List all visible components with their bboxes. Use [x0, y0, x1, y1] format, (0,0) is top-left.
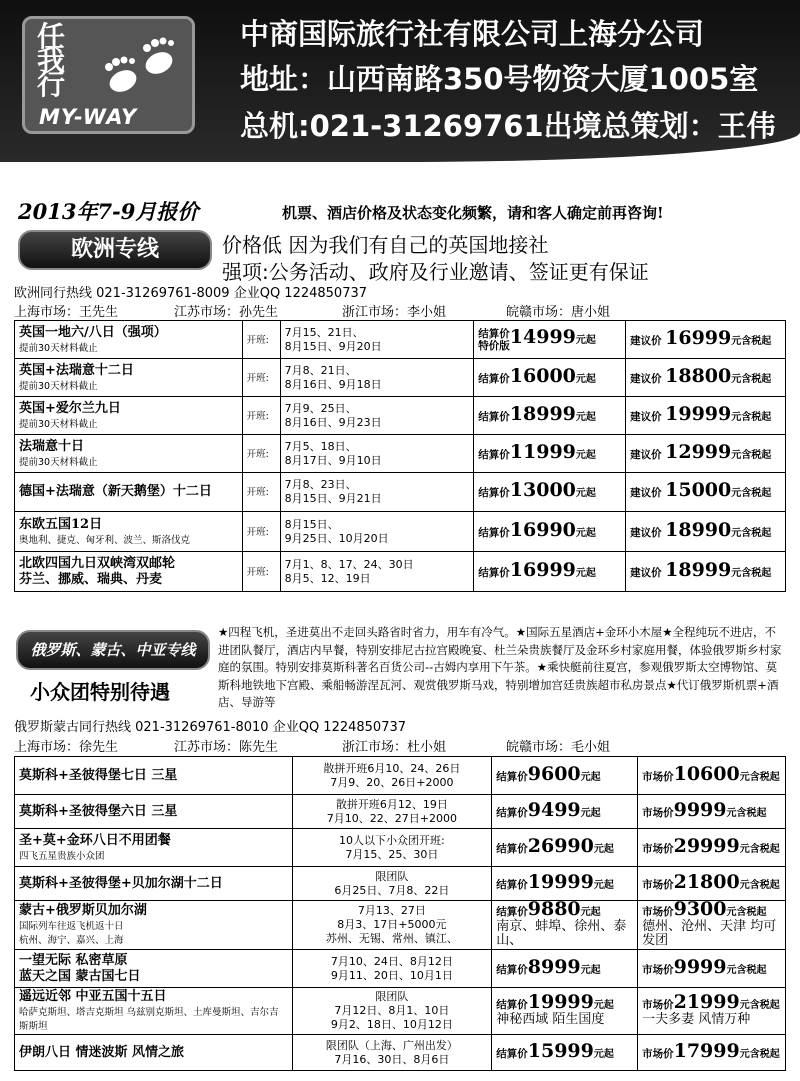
settle-label: 结算价: [496, 963, 528, 976]
europe-hotline: 欧洲同行热线 021-31269761-8009 企业QQ 1224850737: [14, 286, 368, 301]
suggest-label: 建议价: [630, 487, 662, 499]
market-unit: 元含税起: [726, 807, 767, 819]
russia-title: 小众团特别待遇: [30, 680, 170, 704]
settle-price: 19999: [527, 991, 594, 1013]
table-row: [15, 757, 786, 795]
settle-label: 结算价: [496, 878, 528, 891]
settle-label: 结算价: [478, 327, 510, 340]
price-unit: 元起: [593, 1000, 614, 1011]
settle-label-2: 特价版: [478, 339, 510, 352]
settle-price: 9880: [527, 898, 581, 920]
russia-market-4: 皖赣市场：毛小姐: [506, 740, 611, 755]
settle-label: 结算价: [496, 770, 528, 783]
suggest-unit: 元含税起: [731, 449, 772, 461]
settle-price: 19999: [527, 870, 594, 893]
table-row: [15, 321, 786, 359]
russia-badge: 俄罗斯、蒙古、中亚专线: [16, 630, 210, 670]
route-note: 提前30天材料截止: [19, 380, 98, 392]
logo-cn: 任我行: [37, 20, 66, 101]
price-unit: 元起: [580, 771, 601, 783]
route-name: 莫斯科+圣彼得堡七日 三星: [19, 767, 178, 783]
logo-en: MY-WAY: [39, 105, 138, 129]
route-note: 奥地利、捷克、匈牙利、波兰、斯洛伐克: [19, 534, 191, 546]
route-name: 圣+莫+金环八日不用团餐: [19, 832, 171, 848]
departure-dates: 8月15日、 9月25日、10月20日: [284, 517, 389, 545]
market-price: 21800: [673, 870, 740, 893]
suggest-price: 12999: [665, 440, 732, 463]
suggest-price: 18999: [665, 558, 732, 581]
russia-market-2: 江苏市场：陈先生: [174, 740, 279, 755]
settle-price: 16000: [509, 364, 576, 387]
open-label: 开班:: [246, 410, 269, 422]
europe-table: [14, 320, 786, 592]
logo: [22, 16, 195, 134]
company-address: 地址：山西南路350号物资大厦1005室: [240, 62, 759, 96]
suggest-unit: 元含税起: [731, 335, 772, 347]
price-unit: 元起: [575, 411, 596, 423]
departure-dates: 7月9、25日、 8月16日、9月23日: [284, 401, 382, 429]
market-unit: 元含税起: [739, 1048, 780, 1060]
route-name: 遥远近邻 中亚五国十五日: [19, 989, 167, 1004]
settle-price: 16999: [509, 558, 576, 581]
market-label: 市场价: [642, 878, 674, 891]
departure-dates: 10人以下小众团开班: 7月15、25、30日: [339, 833, 445, 861]
settle-label: 结算价: [478, 487, 510, 499]
suggest-price: 19999: [665, 402, 732, 425]
table-row: [15, 795, 786, 829]
russia-table: [14, 756, 786, 1071]
settle-label: 结算价: [496, 999, 528, 1011]
route-name: 东欧五国12日: [19, 516, 103, 532]
suggest-unit: 元含税起: [731, 527, 772, 539]
market-price: 10600: [673, 762, 740, 785]
settle-price: 26990: [527, 834, 594, 857]
table-row: [15, 950, 786, 988]
europe-slogan-2: 强项:公务活动、政府及行业邀请、签证更有保证: [222, 260, 649, 284]
price-unit: 元起: [575, 334, 596, 346]
suggest-label: 建议价: [630, 566, 662, 579]
open-label: 开班:: [246, 566, 269, 578]
departure-dates: 7月13、27日 8月3、17日+5000元 苏州、无锡、常州、镇江、: [325, 904, 458, 945]
europe-slogan-1: 价格低 因为我们有自己的英国地接社: [222, 233, 549, 257]
price-unit: 元起: [575, 567, 596, 579]
europe-market-4: 皖赣市场：唐小姐: [506, 305, 611, 320]
suggest-label: 建议价: [630, 372, 662, 385]
table-row: [15, 359, 786, 397]
market-price: 17999: [673, 1039, 740, 1062]
route-note: 国际列车往返飞机返十日 杭州、海宁、嘉兴、上海: [19, 921, 124, 946]
russia-market-1: 上海市场：徐先生: [14, 740, 119, 755]
price-unit: 元起: [580, 907, 601, 918]
suggest-label: 建议价: [630, 448, 662, 461]
price-unit: 元起: [580, 964, 601, 976]
departure-dates: 7月15、21日、 8月15日、9月20日: [284, 325, 382, 353]
settle-price: 9600: [527, 762, 581, 785]
europe-badge: 欧洲专线: [18, 230, 212, 270]
market-price: 9999: [673, 955, 727, 978]
suggest-price: 16999: [665, 326, 732, 349]
market-price: 9300: [673, 898, 727, 920]
table-row: [15, 901, 786, 950]
footprints-icon: [93, 33, 188, 103]
suggest-label: 建议价: [630, 410, 662, 423]
market-label: 市场价: [642, 1047, 674, 1060]
market-unit: 元含税起: [726, 907, 767, 918]
route-name: 伊朗八日 情迷波斯 风情之旅: [19, 1044, 185, 1060]
departure-dates: 7月8、23日、 8月15日、9月21日: [284, 478, 382, 505]
open-label: 开班:: [246, 372, 269, 384]
settle-label: 结算价: [478, 372, 510, 385]
table-row: [15, 435, 786, 473]
settle-price: 18999: [509, 402, 576, 425]
route-extra-2: 一夫多妻 风情万种: [642, 1012, 751, 1027]
settle-price: 11999: [509, 440, 576, 463]
table-row: [15, 512, 786, 552]
route-name: 法瑞意十日: [19, 438, 85, 454]
table-row: [15, 1035, 786, 1071]
market-unit: 元含税起: [739, 1000, 780, 1011]
market-price: 9999: [673, 798, 727, 821]
route-name: 莫斯科+圣彼得堡+贝加尔湖十二日: [19, 875, 223, 891]
table-row: [15, 397, 786, 435]
open-label: 开班:: [246, 526, 269, 538]
settle-label: 结算价: [478, 566, 510, 579]
suggest-unit: 元含税起: [731, 488, 772, 499]
route-note: 提前30天材料截止: [19, 456, 98, 468]
departure-dates: 限团队（上海、广州出发） 7月16、30日、8月6日: [325, 1038, 458, 1066]
settle-label: 结算价: [496, 906, 528, 918]
departure-dates: 7月1、8、17、24、30日 8月5、12、19日: [284, 557, 414, 585]
price-unit: 元起: [580, 807, 601, 819]
russia-hotline: 俄罗斯蒙古同行热线 021-31269761-8010 企业QQ 1224850737: [14, 720, 407, 735]
route-name: 英国+爱尔兰九日: [19, 400, 121, 416]
route-extra-2: 德州、沧州、天津 均可发团: [642, 919, 777, 948]
route-note: 四飞五星贵族小众团: [19, 850, 105, 862]
price-unit: 元起: [575, 373, 596, 385]
suggest-unit: 元含税起: [731, 567, 772, 579]
price-unit: 元起: [593, 1048, 614, 1060]
europe-market-1: 上海市场：王先生: [14, 305, 119, 320]
market-label: 市场价: [642, 963, 674, 976]
route-name: 莫斯科+圣彼得堡六日 三星: [19, 803, 178, 819]
market-price: 29999: [673, 834, 740, 857]
notice: 机票、酒店价格及状态变化频繁，请和客人确定前再咨询!: [282, 204, 664, 222]
price-unit: 元起: [593, 879, 614, 891]
market-label: 市场价: [642, 770, 674, 783]
settle-label: 结算价: [496, 1047, 528, 1060]
table-row: [15, 473, 786, 512]
departure-dates: 7月8、21日、 8月16日、9月18日: [284, 363, 382, 391]
price-unit: 元起: [593, 843, 614, 855]
settle-label: 结算价: [478, 410, 510, 423]
market-unit: 元含税起: [739, 879, 780, 891]
route-name: 蒙古+俄罗斯贝加尔湖: [19, 903, 147, 918]
price-unit: 元起: [575, 488, 596, 499]
route-name: 北欧四国九日双峡湾双邮轮 芬兰、挪威、瑞典、丹麦: [19, 555, 176, 587]
settle-label: 结算价: [478, 526, 510, 539]
price-unit: 元起: [575, 527, 596, 539]
open-label: 开班:: [246, 487, 269, 498]
route-name: 英国+法瑞意十二日: [19, 362, 134, 378]
settle-label: 结算价: [496, 806, 528, 819]
open-label: 开班:: [246, 448, 269, 460]
market-label: 市场价: [642, 842, 674, 855]
table-row: [15, 988, 786, 1035]
company-phone: 总机:021-31269761出境总策划：王伟: [240, 109, 776, 143]
market-unit: 元含税起: [739, 771, 780, 783]
settle-price: 14999: [509, 325, 576, 348]
settle-price: 9499: [527, 798, 581, 821]
route-name: 一望无际 私密草原 蓝天之国 蒙古国七日: [19, 952, 141, 984]
russia-market-3: 浙江市场：杜小姐: [342, 740, 447, 755]
market-label: 市场价: [642, 906, 674, 918]
market-unit: 元含税起: [726, 964, 767, 976]
departure-dates: 限团队 7月12日、8月1、10日 9月2、18日、10月12日: [330, 990, 453, 1031]
suggest-price: 18990: [665, 518, 732, 541]
departure-dates: 7月10、24日、8月12日 9月11、20日、10月1日: [330, 954, 453, 982]
quote-title: 2013年7-9月报价: [18, 199, 199, 224]
suggest-price: 18800: [665, 364, 732, 387]
settle-price: 8999: [527, 955, 581, 978]
europe-market-2: 江苏市场：孙先生: [174, 305, 279, 320]
route-extra: 神秘西域 陌生国度: [496, 1012, 605, 1027]
suggest-unit: 元含税起: [731, 411, 772, 423]
settle-price: 15999: [527, 1039, 594, 1062]
suggest-label: 建议价: [630, 334, 662, 347]
table-row: [15, 829, 786, 867]
route-note: 哈萨克斯坦、塔吉克斯坦 乌兹别克斯坦、土库曼斯坦、吉尔吉斯斯坦: [19, 1007, 279, 1032]
table-row: [15, 552, 786, 592]
market-unit: 元含税起: [739, 843, 780, 855]
departure-dates: 散拼开班6月12、19日 7月10、22、27日+2000: [326, 797, 457, 825]
company-name: 中商国际旅行社有限公司上海分公司: [240, 17, 705, 51]
settle-price: 16990: [509, 518, 576, 541]
route-name: 英国一地六/八日（强项）: [19, 324, 167, 340]
suggest-unit: 元含税起: [731, 373, 772, 385]
route-name: 德国+法瑞意（新天鹅堡）十二日: [19, 484, 212, 499]
route-note: 提前30天材料截止: [19, 342, 98, 354]
departure-dates: 7月5、18日、 8月17日、9月10日: [284, 439, 382, 467]
market-price: 21999: [673, 991, 740, 1013]
suggest-label: 建议价: [630, 526, 662, 539]
price-unit: 元起: [575, 449, 596, 461]
route-extra: 南京、蚌埠、徐州、泰山、: [496, 919, 627, 948]
market-label: 市场价: [642, 806, 674, 819]
departure-dates: 散拼开班6月10、24、26日 7月9、20、26日+2000: [323, 761, 461, 789]
departure-dates: 限团队 6月25日、7月8、22日: [334, 869, 450, 897]
settle-price: 13000: [509, 479, 576, 501]
russia-intro: ★四程飞机，圣进莫出不走回头路省时省力，用车有冷气。★国际五星酒店+金环小木屋★全程纯玩不进店，不进团队餐厅，酒店内早餐，特别安排尼古拉宫殿晚宴、杜兰朵贵族餐厅及金环乡村家庭用餐，体验俄罗斯乡村家庭的氛围。特别安排莫斯科著名百货公司--古姆内享用下午茶。★乘快艇前往夏宫，参观俄罗斯太空博物馆、莫斯科地铁地下宫殿、乘船畅游涅瓦河、观赏俄罗斯马戏，特别增加宫廷贵族超市私房景点★代订俄罗斯机票+酒店、导游等: [218, 625, 782, 709]
europe-market-3: 浙江市场：李小姐: [342, 305, 447, 320]
suggest-price: 15000: [665, 479, 732, 501]
settle-label: 结算价: [496, 842, 528, 855]
settle-label: 结算价: [478, 448, 510, 461]
market-label: 市场价: [642, 999, 674, 1011]
route-note: 提前30天材料截止: [19, 418, 98, 430]
table-row: [15, 867, 786, 901]
open-label: 开班:: [246, 334, 269, 346]
